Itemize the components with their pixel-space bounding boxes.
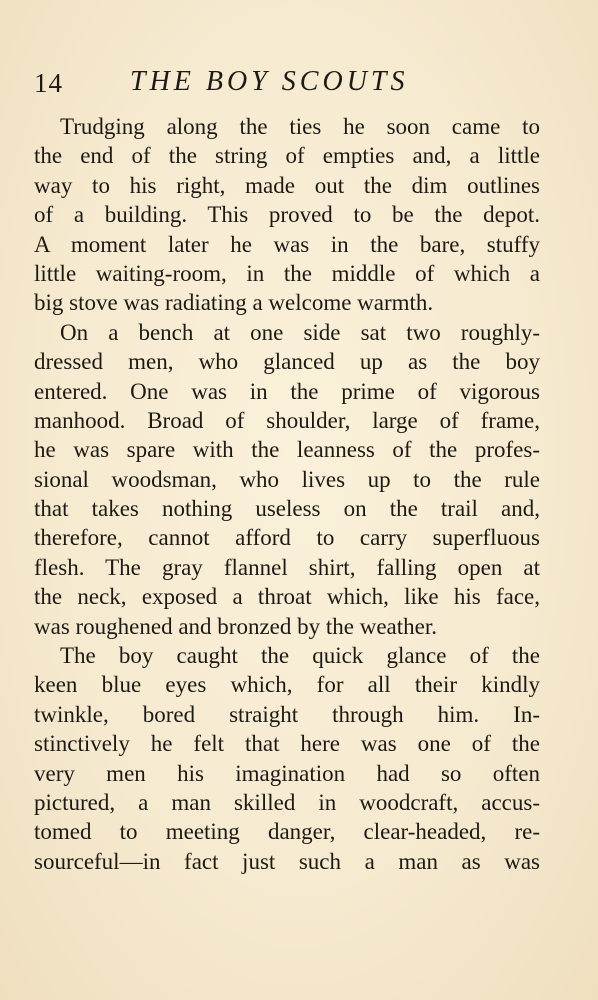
text-line: he was spare with the leanness of the profes- (34, 437, 540, 463)
text-line: tomed to meeting danger, clear-headed, re- (34, 819, 540, 845)
text-line: big stove was radiating a welcome warmth. (34, 290, 434, 316)
text-line: was roughened and bronzed by the weather. (34, 613, 437, 639)
text-line: the end of the string of empties and, a little (34, 143, 540, 169)
text-line: The boy caught the quick glance of the (60, 643, 540, 669)
text-line: keen blue eyes which, for all their kindly (34, 672, 540, 698)
text-line: therefore, cannot afford to carry superfluous (34, 525, 540, 551)
text-line: dressed men, who glanced up as the boy (34, 349, 540, 375)
paragraph-3 (34, 641, 540, 876)
text-line: pictured, a man skilled in woodcraft, accus- (34, 789, 540, 815)
text-line: stinctively he felt that here was one of the (34, 731, 540, 757)
text-line: flesh. The gray flannel shirt, falling open at (34, 554, 540, 580)
running-head: THE BOY SCOUTS (130, 66, 409, 97)
text-line: twinkle, bored straight through him. In- (34, 701, 540, 727)
text-line: Trudging along the ties he soon came to (60, 114, 540, 139)
text-line: On a bench at one side sat two roughly- (60, 319, 540, 345)
text-line: of a building. This proved to be the depot. (34, 202, 540, 228)
paragraph-1 (34, 112, 540, 318)
text-line: A moment later he was in the bare, stuffy (34, 231, 540, 257)
text-line: sourceful—in fact just such a man as was (34, 848, 540, 874)
text-line: sional woodsman, who lives up to the rule (34, 466, 540, 492)
text-line: way to his right, made out the dim outlines (34, 172, 540, 198)
body-text (34, 112, 540, 876)
text-line: very men his imagination had so often (34, 760, 540, 786)
page-header (34, 62, 542, 102)
paragraph-2 (34, 318, 540, 641)
text-line: manhood. Broad of shoulder, large of frame, (34, 407, 540, 433)
page-number: 14 (34, 68, 63, 98)
text-line: the neck, exposed a throat which, like his face, (34, 584, 540, 610)
text-line: that takes nothing useless on the trail and, (34, 496, 540, 522)
text-line: little waiting-room, in the middle of which a (34, 260, 540, 286)
text-line: entered. One was in the prime of vigorous (34, 378, 540, 404)
